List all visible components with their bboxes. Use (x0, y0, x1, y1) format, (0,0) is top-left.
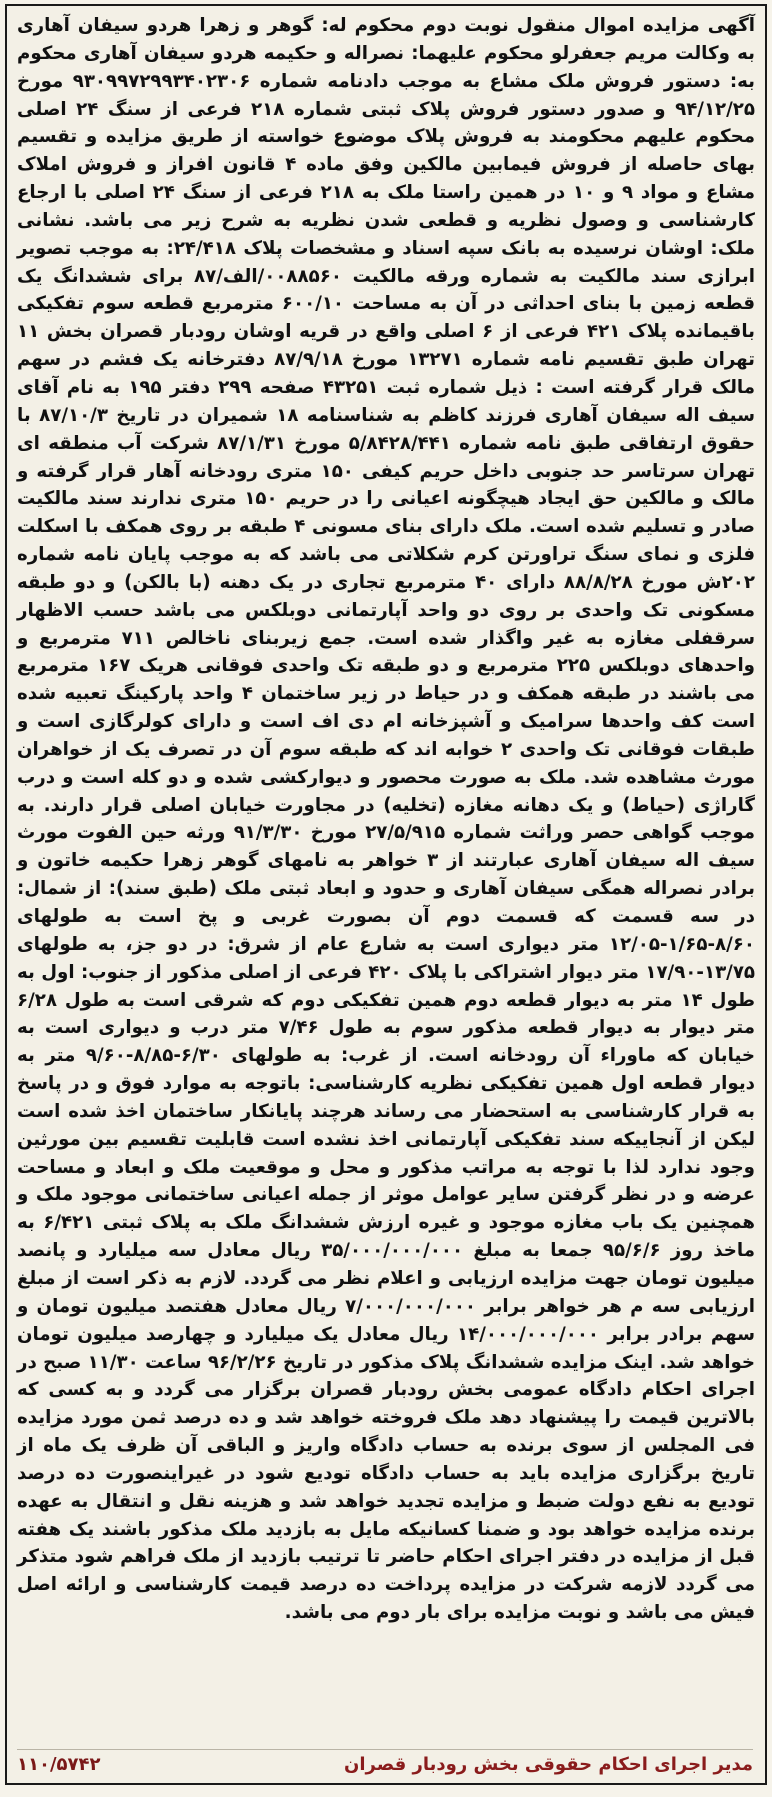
auction-notice-body (7, 6, 765, 1736)
notice-paragraph: آگهی مزایده اموال منقول نوبت دوم محکوم له: گوهر و زهرا هردو سیفان آهاری به وکالت مریم جعفرلو محکوم علیهما: نصراله و حکیمه هردو سیفان آهاری محکوم به: دستور فروش ملک مشاع به موجب دادنامه شماره ۹۳۰۹۹۷۲۹۹۳۴۰۲۳۰۶ مورخ ۹۴/۱۲/۲۵ و صدور دستور فروش پلاک ثبتی شماره ۲۱۸ فرعی از سنگ ۲۴ اصلی محکوم علیهم محکومند به فروش پلاک موضوع خواسته از طریق مزایده و تقسیم بهای حاصله از فروش فیمابین مالکین وفق ماده ۴ قانون افراز و فروش املاک مشاع و مواد ۹ و ۱۰ در همین راستا ملک به ۲۱۸ فرعی از سنگ ۲۴ اصلی با ارجاع کارشناسی و وصول نظریه و قطعی شدن نظریه به شرح زیر می باشد. نشانی ملک: اوشان نرسیده به بانک سپه اسناد و مشخصات پلاک ۲۴/۴۱۸: به موجب تصویر ابرازی سند مالکیت به شماره ورقه مالکیت ۰۰۸۸۵۶۰/الف/۸۷ برای ششدانگ یک قطعه زمین با بنای احداثی در آن به مساحت ۶۰۰/۱۰ مترمربع قطعه سوم تفکیکی باقیمانده پلاک ۴۲۱ فرعی از ۶ اصلی واقع در قریه اوشان رودبار قصران بخش ۱۱ تهران طبق تقسیم نامه شماره ۱۳۲۷۱ مورخ ۸۷/۹/۱۸ دفترخانه یک فشم در سهم مالک قرار گرفته است : ذیل شماره ثبت ۴۳۲۵۱ صفحه ۲۹۹ دفتر ۱۹۵ به نام آقای سیف اله سیفان آهاری فرزند کاظم به شناسنامه ۱۸ شمیران در تاریخ ۸۷/۱۰/۳ با حقوق ارتفاقی طبق نامه شماره ۵/۸۴۲۸/۴۴۱ مورخ ۸۷/۱/۳۱ شرکت آب منطقه ای تهران سرتاسر حد جنوبی داخل حریم کیفی ۱۵۰ متری رودخانه آهار قرار گرفته و مالک و مالکین حق ایجاد هیچگونه اعیانی را در حریم ۱۵۰ متری ندارند سند مالکیت صادر و تسلیم شده است. ملک دارای بنای مسونی ۴ طبقه بر روی همکف با اسکلت فلزی و نمای سنگ تراورتن کرم شکلاتی می باشد که به موجب پایان نامه شماره ۲۰۲ش مورخ ۸۸/۸/۲۸ دارای ۴۰ مترمربع تجاری در یک دهنه (با بالکن) و دو طبقه مسکونی تک واحدی بر روی دو واحد آپارتمانی دوبلکس می باشد حسب الاظهار سرقفلی مغازه به غیر واگذار شده است. جمع زیربنای ناخالص ۷۱۱ مترمربع و واحدهای دوبلکس ۲۲۵ مترمربع و دو طبقه تک واحدی فوقانی هریک ۱۶۷ مترمربع می باشند در طبقه همکف و در حیاط در زیر ساختمان ۴ واحد پارکینگ تعبیه شده است کف واحدها سرامیک و آشپزخانه ام دی اف است و دارای کولرگازی است و طبقات فوقانی تک واحدی ۲ خوابه اند که طبقه سوم آن در تصرف یک از خواهران مورث مشاهده شد. ملک به صورت محصور و دیوارکشی شده و دو کله است و درب گاراژی (حیاط) و یک دهانه مغازه (تخلیه) در مجاورت خیابان اصلی قرار دارند. به موجب گواهی حصر وراثت شماره ۲۷/۵/۹۱۵ مورخ ۹۱/۳/۳۰ ورثه حین الفوت مورث سیف اله سیفان آهاری عبارتند از ۳ خواهر به نامهای گوهر زهرا حکیمه خاتون و برادر نصراله همگی سیفان آهاری و حدود و ابعاد ثبتی ملک (طبق سند): از شمال: در سه قسمت که قسمت دوم آن بصورت غربی و پخ است به طولهای ۸/۶۰-۱/۶۵-۱۲/۰۵ متر دیواری است به شارع عام از شرق: در دو جز، به طولهای ۱۳/۷۵-۱۷/۹۰ متر دیوار اشتراکی با پلاک ۴۲۰ فرعی از اصلی مذکور از جنوب: اول به طول ۱۴ متر به دیوار قطعه دوم همین تفکیکی دوم که شرقی است به طول ۶/۲۸ متر دیوار به دیوار قطعه مذکور سوم به طول ۷/۴۶ متر درب و دیواری است به خیابان که ماوراء آن رودخانه است. از غرب: به طولهای ۶/۳۰-۸/۸۵-۹/۶۰ متر به دیوار قطعه اول همین تفکیکی نظریه کارشناسی: باتوجه به موارد فوق و در پاسخ به قرار کارشناسی به استحضار می رساند هرچند پایانکار ساختمان اخذ شده است لیکن از آنجاییکه سند تفکیکی آپارتمانی اخذ نشده است قابلیت تقسیم بین مورثین وجود ندارد لذا با توجه به مراتب مذکور و محل و موقعیت ملک و ابعاد و مساحت عرضه و در نظر گرفتن سایر عوامل موثر از جمله اعیانی ساختمانی موجود ملک و همچنین یک باب مغازه موجود و غیره ارزش ششدانگ ملک به پلاک ثبتی ۶/۴۲۱ به ماخذ روز ۹۵/۶/۶ جمعا به مبلغ ۳۵/۰۰۰/۰۰۰/۰۰۰ ریال معادل سه میلیارد و پانصد میلیون تومان جهت مزایده ارزیابی و اعلام نظر می گردد. لازم به ذکر است از مبلغ ارزیابی سه م هر خواهر برابر ۷/۰۰۰/۰۰۰/۰۰۰ ریال معادل هفتصد میلیون تومان و سهم برادر برابر ۱۴/۰۰۰/۰۰۰/۰۰۰ ریال معادل یک میلیارد و چهارصد میلیون تومان خواهد شد. اینک مزایده ششدانگ پلاک مذکور در تاریخ ۹۶/۲/۲۶ ساعت ۱۱/۳۰ صبح در اجرای احکام دادگاه عمومی بخش رودبار قصران برگزار می گردد و به کسی که بالاترین قیمت را پیشنهاد دهد ملک فروخته خواهد شد و ده درصد ثمن مورد مزایده فی المجلس از سوی برنده به حساب دادگاه واریز و الباقی آن ظرف یک ماه از تاریخ برگزاری مزایده باید به حساب دادگاه تودیع شود در غیراینصورت ده درصد تودیع به نفع دولت ضبط و مزایده تجدید خواهد شد و هزینه نقل و انتقال به عهده برنده مزایده خواهد بود و ضمنا کسانیکه مایل به بازدید ملک مذکور باشند یک هفته قبل از مزایده در دفتر اجرای احکام حاضر تا ترتیب بازدید از ملک فراهم شود متذکر می گردد لازمه شرکت در مزایده پرداخت ده درصد قیمت کارشناسی و ارائه اصل فیش می باشد و نوبت مزایده برای بار دوم می باشد. (17, 15, 756, 1624)
signature-line: مدیر اجرای احکام حقوقی بخش رودبار قصران (344, 1754, 753, 1775)
notice-footer (17, 1749, 753, 1775)
reference-number: ۱۱۰/۵۷۴۲ (17, 1754, 101, 1775)
newspaper-notice-clipping (5, 4, 767, 1785)
